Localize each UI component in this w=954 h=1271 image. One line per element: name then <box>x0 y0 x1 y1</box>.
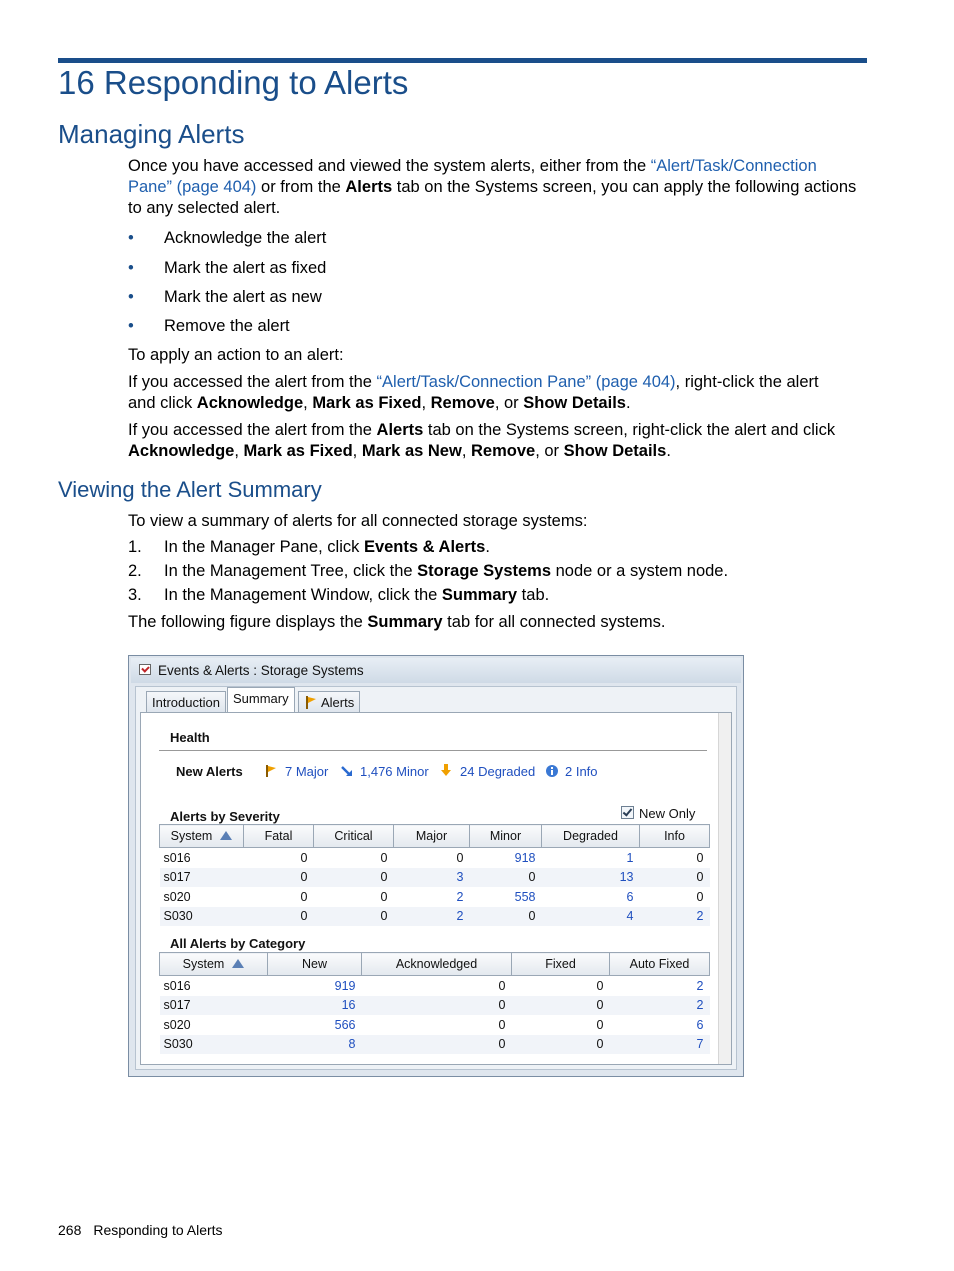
fixed-cell: 0 <box>512 996 610 1016</box>
auto-fixed-cell[interactable]: 7 <box>610 1035 710 1055</box>
health-divider <box>159 750 707 751</box>
separator: . <box>625 394 631 412</box>
col-critical[interactable]: Critical <box>314 825 394 848</box>
new-only-label: New Only <box>639 806 696 821</box>
summary-intro: To view a summary of alerts for all connected storage systems: <box>128 512 588 530</box>
bullet-dot-icon: • <box>128 288 134 306</box>
acknowledged-cell: 0 <box>362 1035 512 1055</box>
major-cell[interactable]: 2 <box>456 889 464 904</box>
footer-title: Responding to Alerts <box>93 1222 223 1238</box>
para-b-bold-alerts: Alerts <box>376 421 424 439</box>
separator: , <box>303 394 313 412</box>
bullet-dot-icon: • <box>128 259 134 277</box>
bullet-text: Remove the alert <box>164 317 290 335</box>
separator: , or <box>494 394 524 412</box>
new-alerts-degraded[interactable]: 24 Degraded <box>460 764 536 779</box>
severity-table <box>159 824 710 926</box>
col-auto-fixed[interactable]: Auto Fixed <box>610 953 710 976</box>
system-cell: s016 <box>163 850 191 865</box>
separator: , <box>421 394 431 412</box>
col-fixed[interactable]: Fixed <box>512 953 610 976</box>
table-row[interactable] <box>160 1015 710 1035</box>
step-text-part: In the Manager Pane, click <box>164 538 364 556</box>
fixed-cell: 0 <box>596 978 604 993</box>
degraded-cell[interactable]: 6 <box>626 889 634 904</box>
table-row[interactable] <box>160 848 710 868</box>
step-bold: Summary <box>441 586 518 604</box>
summary-panel <box>140 712 732 1065</box>
para-a-text-2: , right-click the alert <box>675 373 819 391</box>
minor-cell: 0 <box>470 907 542 927</box>
major-cell[interactable]: 2 <box>394 907 470 927</box>
acknowledged-cell: 0 <box>498 978 506 993</box>
system-cell: s017 <box>160 996 268 1016</box>
acknowledged-cell: 0 <box>498 1017 506 1032</box>
intro-bold-alerts: Alerts <box>345 178 393 196</box>
figure-intro <box>128 612 870 633</box>
alert-pane-link-2[interactable]: Pane” (page 404) <box>128 178 257 196</box>
system-cell: s017 <box>160 868 244 888</box>
info-icon <box>546 765 558 777</box>
table-row[interactable] <box>160 996 710 1016</box>
col-new[interactable]: New <box>268 953 362 976</box>
chapter-top-rule <box>58 58 867 63</box>
intro-text-1: Once you have accessed and viewed the system alerts, either from the <box>128 157 651 175</box>
step-text-part: In the Management Window, click the <box>164 586 442 604</box>
page-number: 268 <box>58 1222 82 1238</box>
para-b-bold-4: Remove <box>470 442 536 460</box>
system-cell: s020 <box>163 889 191 904</box>
tab-introduction[interactable]: Introduction <box>146 691 226 713</box>
intro-text-2: or from the <box>256 178 346 196</box>
category-header-row <box>160 953 710 976</box>
info-cell: 0 <box>640 868 710 888</box>
fatal-cell: 0 <box>300 850 308 865</box>
major-flag-icon <box>265 765 277 777</box>
step-text-part: In the Management Tree, click the <box>164 562 418 580</box>
tab-alerts[interactable] <box>298 691 360 713</box>
events-alerts-window <box>128 655 744 1077</box>
sort-ascending-icon <box>220 831 232 840</box>
step-text <box>164 537 490 558</box>
new-alerts-label: New Alerts <box>176 764 243 779</box>
minor-cell: 0 <box>470 868 542 888</box>
step-text-part: . <box>485 538 490 556</box>
step-item <box>128 561 870 582</box>
auto-fixed-cell[interactable]: 2 <box>696 978 704 993</box>
critical-cell: 0 <box>380 850 388 865</box>
all-alerts-by-category-heading: All Alerts by Category <box>170 936 306 951</box>
bullet-dot-icon: • <box>128 317 134 335</box>
critical-cell: 0 <box>380 889 388 904</box>
new-cell[interactable]: 919 <box>334 978 356 993</box>
fixed-cell: 0 <box>596 1017 604 1032</box>
col-system-label: System <box>170 829 213 843</box>
step-text <box>164 585 549 606</box>
major-cell: 0 <box>456 850 464 865</box>
para-a-bold-4: Show Details <box>523 394 626 412</box>
system-cell: s016 <box>163 978 191 993</box>
tab-summary[interactable]: Summary <box>227 687 295 713</box>
window-content <box>135 686 737 1070</box>
separator: , <box>461 442 471 460</box>
step-text <box>164 561 728 582</box>
chapter-title: 16 Responding to Alerts <box>58 64 409 101</box>
step-item <box>128 537 870 558</box>
bullet-dot-icon: • <box>128 229 134 247</box>
sort-ascending-icon <box>232 959 244 968</box>
table-row[interactable] <box>160 868 710 888</box>
new-alerts-major[interactable]: 7 Major <box>285 764 329 779</box>
health-heading: Health <box>170 730 210 745</box>
col-major[interactable]: Major <box>394 825 470 848</box>
critical-cell: 0 <box>314 907 394 927</box>
new-alerts-minor[interactable]: 1,476 Minor <box>360 764 429 779</box>
para-b-bold-3: Mark as New <box>361 442 462 460</box>
step-number: 3. <box>128 586 142 604</box>
col-fatal[interactable]: Fatal <box>244 825 314 848</box>
col-system[interactable] <box>160 953 268 976</box>
auto-fixed-cell[interactable]: 2 <box>610 996 710 1016</box>
separator: , <box>234 442 244 460</box>
system-cell: S030 <box>160 1035 268 1055</box>
para-b-bold-5: Show Details <box>563 442 667 460</box>
table-row[interactable] <box>160 887 710 907</box>
figure-intro-text: tab for all connected systems. <box>442 613 666 631</box>
degraded-cell[interactable]: 13 <box>542 868 640 888</box>
degraded-cell[interactable]: 1 <box>626 850 634 865</box>
window-title: Events & Alerts : Storage Systems <box>158 663 364 678</box>
flag-icon <box>305 696 317 709</box>
acknowledged-cell: 0 <box>362 996 512 1016</box>
separator: , or <box>535 442 564 460</box>
para-a-text-3: and click <box>128 394 197 412</box>
step-bold: Storage Systems <box>417 562 552 580</box>
figure-intro-text: The following figure displays the <box>128 613 368 631</box>
table-row[interactable] <box>160 907 710 927</box>
fixed-cell: 0 <box>512 1035 610 1055</box>
step-item <box>128 585 870 606</box>
page-footer <box>58 1222 223 1238</box>
col-minor[interactable]: Minor <box>470 825 542 848</box>
subsection-title: Viewing the Alert Summary <box>58 477 322 502</box>
para-b-text-2: tab on the Systems screen, right-click the alert and click <box>423 421 836 439</box>
degraded-arrow-icon <box>440 764 452 776</box>
tab-alerts-label: Alerts <box>321 695 355 710</box>
new-cell[interactable]: 566 <box>334 1017 356 1032</box>
new-cell[interactable]: 8 <box>268 1035 362 1055</box>
category-table <box>159 952 710 1054</box>
apply-intro: To apply an action to an alert: <box>128 346 344 364</box>
system-cell: S030 <box>160 907 244 927</box>
step-text-part: node or a system node. <box>551 562 729 580</box>
para-b-text-1: If you accessed the alert from the <box>128 421 377 439</box>
alerts-by-severity-heading: Alerts by Severity <box>170 809 280 824</box>
col-system-label: System <box>182 957 225 971</box>
alert-pane-link-3[interactable]: “Alert/Task/Connection Pane” (page 404) <box>376 373 676 391</box>
step-number: 1. <box>128 538 142 556</box>
para-a-bold-2: Mark as Fixed <box>312 394 422 412</box>
figure-intro-bold: Summary <box>367 613 443 631</box>
step-text-part: tab. <box>517 586 550 604</box>
bullet-text: Mark the alert as new <box>164 288 322 306</box>
alert-pane-link-1[interactable]: “Alert/Task/Connection <box>650 157 817 175</box>
col-system[interactable] <box>160 825 244 848</box>
fatal-cell: 0 <box>244 868 314 888</box>
degraded-cell[interactable]: 4 <box>542 907 640 927</box>
minor-cell[interactable]: 558 <box>514 889 536 904</box>
severity-header-row <box>160 825 710 848</box>
intro-paragraph <box>128 156 870 219</box>
step-number: 2. <box>128 562 142 580</box>
separator: , <box>352 442 362 460</box>
paragraph-tab-actions <box>128 420 870 462</box>
para-a-text-1: If you accessed the alert from the <box>128 373 377 391</box>
para-b-bold-1: Acknowledge <box>128 442 235 460</box>
para-a-bold-1: Acknowledge <box>196 394 304 412</box>
intro-text-3: tab on the Systems screen, you can apply the following actions <box>392 178 857 196</box>
fatal-cell: 0 <box>300 889 308 904</box>
info-cell[interactable]: 2 <box>640 907 710 927</box>
major-cell[interactable]: 3 <box>394 868 470 888</box>
table-row[interactable] <box>160 976 710 996</box>
para-b-bold-2: Mark as Fixed <box>243 442 353 460</box>
bullet-text: Acknowledge the alert <box>164 229 327 247</box>
para-a-bold-3: Remove <box>430 394 495 412</box>
critical-cell: 0 <box>314 868 394 888</box>
minor-cell[interactable]: 918 <box>514 850 536 865</box>
events-alerts-icon <box>139 664 151 675</box>
new-alerts-info[interactable]: 2 Info <box>565 764 598 779</box>
vertical-scrollbar[interactable] <box>718 713 731 1064</box>
step-bold: Events & Alerts <box>363 538 486 556</box>
auto-fixed-cell[interactable]: 6 <box>696 1017 704 1032</box>
table-row[interactable] <box>160 1035 710 1055</box>
paragraph-pane-actions <box>128 372 870 414</box>
fatal-cell: 0 <box>244 907 314 927</box>
col-acknowledged[interactable]: Acknowledged <box>362 953 512 976</box>
info-cell: 0 <box>696 889 704 904</box>
window-title-bar <box>131 658 741 683</box>
new-only-checkbox[interactable] <box>621 806 634 819</box>
intro-text-4: to any selected alert. <box>128 199 281 217</box>
separator: . <box>666 442 671 460</box>
new-cell[interactable]: 16 <box>268 996 362 1016</box>
col-info[interactable]: Info <box>640 825 710 848</box>
minor-arrow-icon <box>341 765 353 777</box>
system-cell: s020 <box>163 1017 191 1032</box>
bullet-text: Mark the alert as fixed <box>164 259 327 277</box>
info-cell: 0 <box>696 850 704 865</box>
col-degraded[interactable]: Degraded <box>542 825 640 848</box>
section-title: Managing Alerts <box>58 119 245 149</box>
